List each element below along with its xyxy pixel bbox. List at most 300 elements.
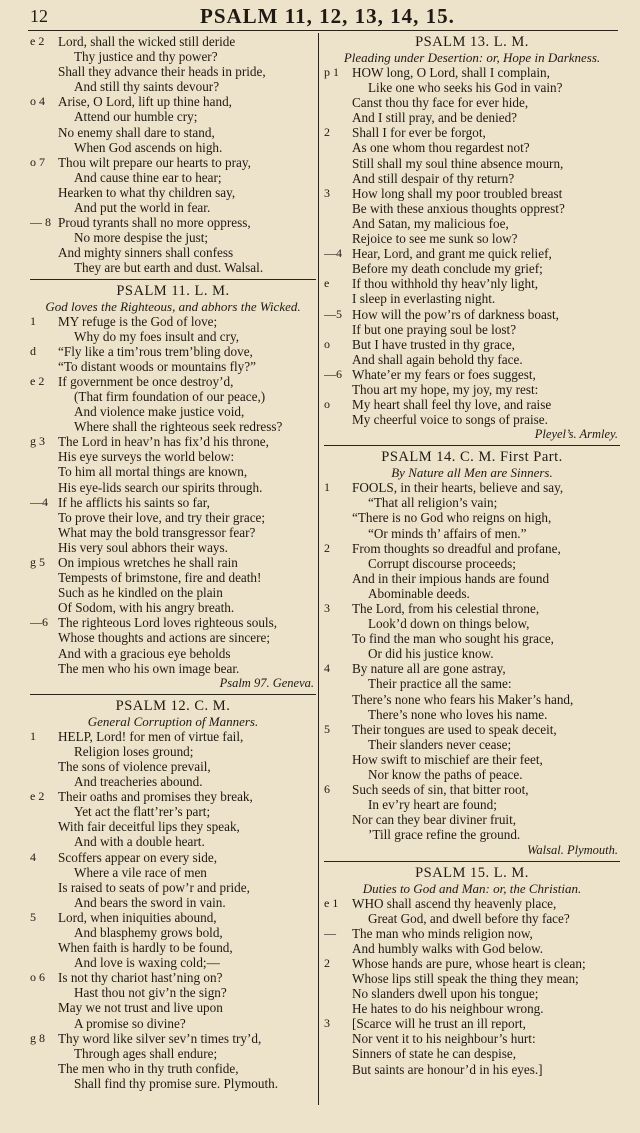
verse-text: “To distant woods or mountains fly?” xyxy=(58,358,256,374)
verse-marker: 2 xyxy=(324,540,330,555)
psalm-section-psalm-11 xyxy=(30,279,316,691)
verse-text: Shall I for ever be forgot, xyxy=(352,125,486,141)
verse-line xyxy=(324,171,620,186)
verse-text: My heart shall feel thy love, and raise xyxy=(352,397,552,413)
verse-text: And violence make justice void, xyxy=(74,404,245,420)
verse-line xyxy=(324,661,620,676)
verse-marker: o 7 xyxy=(30,154,45,169)
verse-text: From thoughts so dreadful and profane, xyxy=(352,540,561,556)
verse-marker: 5 xyxy=(324,721,330,736)
psalm-section-psalm-12 xyxy=(30,694,316,1091)
verse-text: Arise, O Lord, lift up thine hand, xyxy=(58,94,232,110)
verse-line xyxy=(30,260,316,275)
verse-line xyxy=(324,110,620,125)
verse-text: And in their impious hands are found xyxy=(352,570,550,586)
verse-line xyxy=(324,80,620,95)
verse-marker: —4 xyxy=(324,246,342,261)
verse-line xyxy=(324,367,620,382)
verse-marker: g 5 xyxy=(30,555,45,569)
verse-line xyxy=(30,510,316,525)
verse-line xyxy=(30,940,316,955)
verse-line xyxy=(324,692,620,707)
verse-line xyxy=(324,722,620,737)
verse-text: His very soul abhors their ways. xyxy=(58,539,228,555)
verse-line xyxy=(30,495,316,510)
verse-text: His eye-lids search our spirits through. xyxy=(58,479,263,495)
verse-marker: g 8 xyxy=(30,1030,45,1045)
psalm-subtitle: Duties to God and Man: or, the Christian. xyxy=(362,880,582,896)
verse-text: And humbly walks with God below. xyxy=(352,940,544,956)
psalm-title: PSALM 11. L. M. xyxy=(116,282,230,299)
verse-line xyxy=(324,616,620,631)
verse-marker: — xyxy=(324,925,336,940)
verse-text: When faith is hardly to be found, xyxy=(58,940,233,956)
verse-text: Before my death conclude my grief; xyxy=(352,261,543,277)
verse-text: Their slanders never cease; xyxy=(368,736,512,752)
verse-text: And with a double heart. xyxy=(74,834,205,850)
verse-marker: o 6 xyxy=(30,970,45,985)
tune-credit: Pleyel’s. Armley. xyxy=(534,427,618,442)
verse-line xyxy=(30,434,316,449)
verse-marker: 2 xyxy=(324,955,330,970)
verse-text: How swift to mischief are their feet, xyxy=(352,751,543,767)
verse-line xyxy=(30,834,316,849)
verse-text: No slanders dwell upon his tongue; xyxy=(352,986,539,1002)
verse-text: Their oaths and promises they break, xyxy=(58,789,253,805)
verse-text: And shall again behold thy face. xyxy=(352,351,523,367)
verse-text: MY refuge is the God of love; xyxy=(58,313,218,329)
verse-line xyxy=(30,850,316,865)
verse-text: Proud tyrants shall no more oppress, xyxy=(58,215,251,231)
verse-line xyxy=(30,480,316,495)
psalm-section-psalm-13 xyxy=(324,34,620,442)
right-column xyxy=(324,34,620,1079)
page-number: 12 xyxy=(30,6,48,26)
verse-text: The Lord, from his celestial throne, xyxy=(352,601,540,616)
psalm-title: PSALM 12. C. M. xyxy=(115,697,231,714)
verse-text: There’s none who fears his Maker’s hand, xyxy=(352,691,574,707)
tune-credit: Psalm 97. Geneva. xyxy=(219,675,314,690)
verse-text: Is not thy chariot hast’ning on? xyxy=(58,970,223,986)
psalm-title: PSALM 13. L. M. xyxy=(415,34,529,50)
verse-line xyxy=(324,276,620,291)
verse-text: The men who his own image bear. xyxy=(58,660,240,676)
verse-line xyxy=(30,1061,316,1076)
verse-line xyxy=(30,895,316,910)
verse-line xyxy=(30,925,316,940)
verse-text: In ev’ry heart are found; xyxy=(368,797,497,813)
verse-text: If thou withhold thy heav’nly light, xyxy=(352,276,539,292)
verse-line xyxy=(30,49,316,64)
verse-text: HELP, Lord! for men of virtue fail, xyxy=(58,728,244,744)
psalm-section-psalm-14 xyxy=(324,445,620,857)
verse-line xyxy=(324,1046,620,1061)
verse-line xyxy=(324,911,620,926)
verse-line xyxy=(324,896,620,911)
verse-line xyxy=(30,819,316,834)
verse-text: When God ascends on high. xyxy=(74,139,223,155)
verse-line xyxy=(30,419,316,434)
verse-marker: 6 xyxy=(324,782,330,797)
verse-text: There’s none who loves his name. xyxy=(368,706,548,722)
verse-line xyxy=(324,156,620,171)
verse-line xyxy=(30,125,316,140)
verse-line xyxy=(324,352,620,367)
verse-line xyxy=(324,956,620,971)
verse-line xyxy=(324,337,620,352)
verse-line xyxy=(324,261,620,276)
verse-text: Whose hands are pure, whose heart is clean; xyxy=(352,955,586,971)
verse-marker: 4 xyxy=(324,661,330,676)
verse-line xyxy=(324,767,620,782)
verse-line xyxy=(324,541,620,556)
verse-text: His eye surveys the world below: xyxy=(58,449,235,465)
verse-line xyxy=(30,789,316,804)
psalm-subtitle: God loves the Righteous, and abhors the Wicked. xyxy=(45,298,301,314)
verse-text: If government be once destroy’d, xyxy=(58,373,234,389)
verse-line xyxy=(30,600,316,615)
psalm-title: PSALM 15. L. M. xyxy=(415,864,529,881)
verse-line xyxy=(324,412,620,427)
verse-line xyxy=(324,140,620,155)
section-rule xyxy=(30,279,316,280)
verse-line xyxy=(30,359,316,374)
verse-text: My cheerful voice to songs of praise. xyxy=(352,412,548,428)
verse-line xyxy=(324,556,620,571)
verse-line xyxy=(30,245,316,260)
verse-text: Thy word like silver sev’n times try’d, xyxy=(58,1030,262,1046)
verse-line xyxy=(324,291,620,306)
verse-marker: 3 xyxy=(324,601,330,615)
verse-text: “Or minds th’ affairs of men.” xyxy=(368,525,527,541)
verse-line xyxy=(324,586,620,601)
verse-text: And blasphemy grows bold, xyxy=(74,924,223,940)
verse-text: Such as he kindled on the plain xyxy=(58,585,223,601)
verse-line xyxy=(324,125,620,140)
verse-marker: —6 xyxy=(30,615,48,630)
verse-text: Shall find thy promise sure. Plymouth. xyxy=(74,1075,279,1091)
verse-line xyxy=(324,480,620,495)
verse-text: If he afflicts his saints so far, xyxy=(58,494,210,510)
verse-line xyxy=(30,1016,316,1031)
verse-marker: o xyxy=(324,336,330,351)
verse-text: What may the bold transgressor fear? xyxy=(58,524,256,540)
verse-line xyxy=(30,525,316,540)
verse-text: If but one praying soul be lost? xyxy=(352,321,517,337)
psalm-section-psalm-15 xyxy=(324,861,620,1077)
verse-line xyxy=(30,970,316,985)
verse-line xyxy=(30,170,316,185)
verse-text: To prove their love, and try their grace; xyxy=(58,509,266,525)
verse-text: Thou wilt prepare our hearts to pray, xyxy=(58,154,251,170)
verse-text: Thou art my hope, my joy, my rest: xyxy=(352,381,539,397)
verse-text: [Scarce will he trust an ill report, xyxy=(352,1016,526,1032)
verse-text: “That all religion’s vain; xyxy=(368,495,498,511)
verse-text: May we not trust and live upon xyxy=(58,1000,223,1016)
verse-line xyxy=(30,1076,316,1091)
verse-marker: 3 xyxy=(324,1016,330,1031)
verse-line xyxy=(324,307,620,322)
verse-line xyxy=(30,94,316,109)
verse-text: Whate’er my fears or foes suggest, xyxy=(352,366,536,382)
verse-text: And treacheries abound. xyxy=(74,774,203,790)
verse-text: Hear, Lord, and grant me quick relief, xyxy=(352,246,552,262)
verse-text: ’Till grace refine the ground. xyxy=(368,827,521,843)
verse-line xyxy=(324,397,620,412)
verse-text: Nor know the paths of peace. xyxy=(368,767,523,783)
psalm-title: PSALM 14. C. M. First Part. xyxy=(381,449,563,466)
verse-text: (That firm foundation of our peace,) xyxy=(74,388,266,404)
verse-marker: g 3 xyxy=(30,434,45,449)
verse-text: Religion loses ground; xyxy=(74,743,194,759)
verse-text: Or did his justice know. xyxy=(368,646,494,662)
verse-text: A promise so divine? xyxy=(74,1015,186,1031)
psalm-subtitle: By Nature all Men are Sinners. xyxy=(391,465,553,481)
verse-line xyxy=(324,95,620,110)
verse-marker: d xyxy=(30,343,36,358)
verse-text: Abominable deeds. xyxy=(368,585,470,601)
verse-text: “Fly like a tim’rous trem’bling dove, xyxy=(58,343,253,359)
verse-line xyxy=(30,774,316,789)
verse-text: Canst thou thy face for ever hide, xyxy=(352,95,529,111)
verse-text: Where shall the righteous seek redress? xyxy=(74,419,283,435)
verse-line xyxy=(324,797,620,812)
verse-line xyxy=(30,344,316,359)
verse-line xyxy=(30,449,316,464)
verse-text: Nor can they bear diviner fruit, xyxy=(352,812,517,828)
section-rule xyxy=(30,694,316,695)
verse-text: And Satan, my malicious foe, xyxy=(352,215,509,231)
verse-line xyxy=(30,955,316,970)
verse-line xyxy=(30,1000,316,1015)
verse-line xyxy=(30,910,316,925)
verse-marker: o xyxy=(324,397,330,412)
verse-line xyxy=(324,646,620,661)
verse-text: And with a gracious eye beholds xyxy=(58,645,231,661)
verse-text: He hates to do his neighbour wrong. xyxy=(352,1001,544,1017)
verse-line xyxy=(30,185,316,200)
verse-line xyxy=(324,631,620,646)
verse-text: The man who minds religion now, xyxy=(352,925,533,941)
verse-line xyxy=(324,737,620,752)
verse-line xyxy=(30,865,316,880)
verse-text: Such seeds of sin, that bitter root, xyxy=(352,782,529,798)
verse-text: How long shall my poor troubled breast xyxy=(352,185,563,201)
verse-line xyxy=(30,200,316,215)
verse-line xyxy=(30,661,316,676)
verse-text: And I still pray, and be denied? xyxy=(352,110,518,126)
verse-text: And love is waxing cold;— xyxy=(74,955,220,971)
verse-line xyxy=(324,782,620,797)
verse-text: On impious wretches he shall rain xyxy=(58,555,238,570)
verse-line xyxy=(30,155,316,170)
verse-line xyxy=(324,382,620,397)
verse-text: Be with these anxious thoughts opprest? xyxy=(352,200,565,216)
verse-text: Rejoice to see me sunk so low? xyxy=(352,231,518,247)
verse-line xyxy=(30,109,316,124)
tune-credit: Walsal. Plymouth. xyxy=(527,842,618,857)
verse-line xyxy=(30,64,316,79)
verse-text: And still despair of thy return? xyxy=(352,170,515,186)
page-header xyxy=(30,4,618,30)
verse-line xyxy=(324,707,620,722)
verse-text: The sons of violence prevail, xyxy=(58,758,211,774)
verse-marker: e 2 xyxy=(30,34,45,48)
left-column xyxy=(30,34,316,1093)
verse-text: Hast thou not giv’n the sign? xyxy=(74,985,227,1001)
verse-line xyxy=(30,570,316,585)
verse-marker: 1 xyxy=(324,480,330,495)
verse-line xyxy=(324,1016,620,1031)
verse-text: Thy justice and thy power? xyxy=(74,49,218,65)
verse-text: FOOLS, in their hearts, believe and say, xyxy=(352,480,564,496)
verse-line xyxy=(324,601,620,616)
verse-marker: —4 xyxy=(30,494,48,509)
verse-marker: — 8 xyxy=(30,215,51,230)
verse-line xyxy=(30,140,316,155)
verse-marker: —6 xyxy=(324,366,342,381)
verse-text: And still thy saints devour? xyxy=(74,79,220,95)
verse-line xyxy=(30,880,316,895)
verse-text: Corrupt discourse proceeds; xyxy=(368,555,516,571)
verse-text: And bears the sword in vain. xyxy=(74,894,226,910)
verse-text: Scoffers appear on every side, xyxy=(58,849,218,865)
verse-line xyxy=(324,510,620,525)
verse-text: Hearken to what thy children say, xyxy=(58,184,236,200)
verse-line xyxy=(30,329,316,344)
verse-text: I sleep in everlasting night. xyxy=(352,291,496,307)
verse-line xyxy=(324,1062,620,1077)
verse-text: And mighty sinners shall confess xyxy=(58,245,234,261)
verse-text: Lord, when iniquities abound, xyxy=(58,909,217,925)
verse-marker: 3 xyxy=(324,185,330,200)
verse-line xyxy=(324,201,620,216)
verse-line xyxy=(30,585,316,600)
verse-marker: 1 xyxy=(30,728,36,743)
verse-text: No enemy shall dare to stand, xyxy=(58,124,215,140)
verse-line xyxy=(324,676,620,691)
verse-line xyxy=(30,804,316,819)
verse-line xyxy=(324,186,620,201)
verse-marker: 1 xyxy=(30,313,36,328)
verse-text: The righteous Lord loves righteous souls, xyxy=(58,615,278,631)
verse-line xyxy=(324,246,620,261)
verse-line xyxy=(30,464,316,479)
verse-text: WHO shall ascend thy heavenly place, xyxy=(352,895,557,911)
verse-text: HOW long, O Lord, shall I complain, xyxy=(352,65,550,80)
verse-text: Attend our humble cry; xyxy=(74,109,198,125)
verse-line xyxy=(324,1001,620,1016)
verse-text: Whose thoughts and actions are sincere; xyxy=(58,630,271,646)
verse-marker: 4 xyxy=(30,849,36,864)
verse-line xyxy=(30,615,316,630)
psalm-subtitle: General Corruption of Manners. xyxy=(87,713,259,729)
verse-marker: o 4 xyxy=(30,94,45,109)
verse-text: The men who in thy truth confide, xyxy=(58,1060,239,1076)
psalm-section-psalm-10-end xyxy=(30,34,316,276)
running-title: PSALM 11, 12, 13, 14, 15. xyxy=(200,4,455,28)
verse-text: To find the man who sought his grace, xyxy=(352,631,554,647)
verse-text: With fair deceitful lips they speak, xyxy=(58,819,240,835)
verse-text: Whose lips still speak the thing they mean; xyxy=(352,970,579,986)
verse-marker: e 2 xyxy=(30,789,45,804)
verse-line xyxy=(30,555,316,570)
verse-line xyxy=(30,79,316,94)
verse-text: Of Sodom, with his angry breath. xyxy=(58,600,235,616)
verse-line xyxy=(324,495,620,510)
verse-marker: e 2 xyxy=(30,373,45,388)
verse-text: And put the world in fear. xyxy=(74,200,211,216)
verse-line xyxy=(30,759,316,774)
verse-line xyxy=(30,314,316,329)
verse-line xyxy=(30,230,316,245)
verse-line xyxy=(324,65,620,80)
column-divider xyxy=(318,33,319,1105)
verse-text: Lord, shall the wicked still deride xyxy=(58,34,236,49)
verse-line xyxy=(324,216,620,231)
verse-marker: —5 xyxy=(324,306,342,321)
verse-line xyxy=(30,744,316,759)
verse-marker: p 1 xyxy=(324,65,339,79)
verse-text: Great God, and dwell before thy face? xyxy=(368,910,570,926)
verse-line xyxy=(324,827,620,842)
verse-line xyxy=(30,729,316,744)
verse-line xyxy=(30,1031,316,1046)
verse-line xyxy=(30,389,316,404)
verse-text: By nature all are gone astray, xyxy=(352,661,506,677)
verse-line xyxy=(30,630,316,645)
verse-text: Look’d down on things below, xyxy=(368,616,530,632)
verse-text: They are but earth and dust. Walsal. xyxy=(74,260,264,276)
verse-line xyxy=(30,34,316,49)
verse-line xyxy=(324,571,620,586)
verse-text: Their practice all the same: xyxy=(368,676,512,692)
verse-text: Is raised to seats of pow’r and pride, xyxy=(58,879,250,895)
verse-line xyxy=(324,752,620,767)
psalm-subtitle: Pleading under Desertion: or, Hope in Darkness. xyxy=(343,50,601,65)
verse-text: Like one who seeks his God in vain? xyxy=(368,80,563,96)
verse-line xyxy=(324,1031,620,1046)
verse-text: “There is no God who reigns on high, xyxy=(352,510,552,526)
verse-marker: e xyxy=(324,276,330,291)
verse-text: Nor vent it to his neighbour’s hurt: xyxy=(352,1031,536,1047)
verse-marker: 2 xyxy=(324,125,330,140)
verse-text: Their tongues are used to speak deceit, xyxy=(352,721,557,737)
section-rule xyxy=(324,861,620,862)
verse-line xyxy=(324,322,620,337)
verse-line xyxy=(324,941,620,956)
verse-line xyxy=(324,926,620,941)
verse-marker: e 1 xyxy=(324,895,339,910)
verse-line xyxy=(324,526,620,541)
verse-text: Shall they advance their heads in pride, xyxy=(58,64,266,80)
verse-text: Why do my foes insult and cry, xyxy=(74,328,240,344)
verse-text: The Lord in heav’n has fix’d his throne, xyxy=(58,434,269,450)
verse-text: To him all mortal things are known, xyxy=(58,464,248,480)
verse-line xyxy=(30,1046,316,1061)
verse-text: And cause thine ear to hear; xyxy=(74,169,222,185)
verse-line xyxy=(30,404,316,419)
verse-text: But I have trusted in thy grace, xyxy=(352,336,515,352)
verse-text: Where a vile race of men xyxy=(74,864,207,880)
verse-line xyxy=(324,971,620,986)
verse-text: Through ages shall endure; xyxy=(74,1045,218,1061)
verse-text: But saints are honour’d in his eyes.] xyxy=(352,1061,543,1077)
verse-text: As one whom thou regardest not? xyxy=(352,140,530,156)
verse-line xyxy=(30,215,316,230)
verse-text: Sinners of state he can despise, xyxy=(352,1046,517,1062)
section-rule xyxy=(324,445,620,446)
